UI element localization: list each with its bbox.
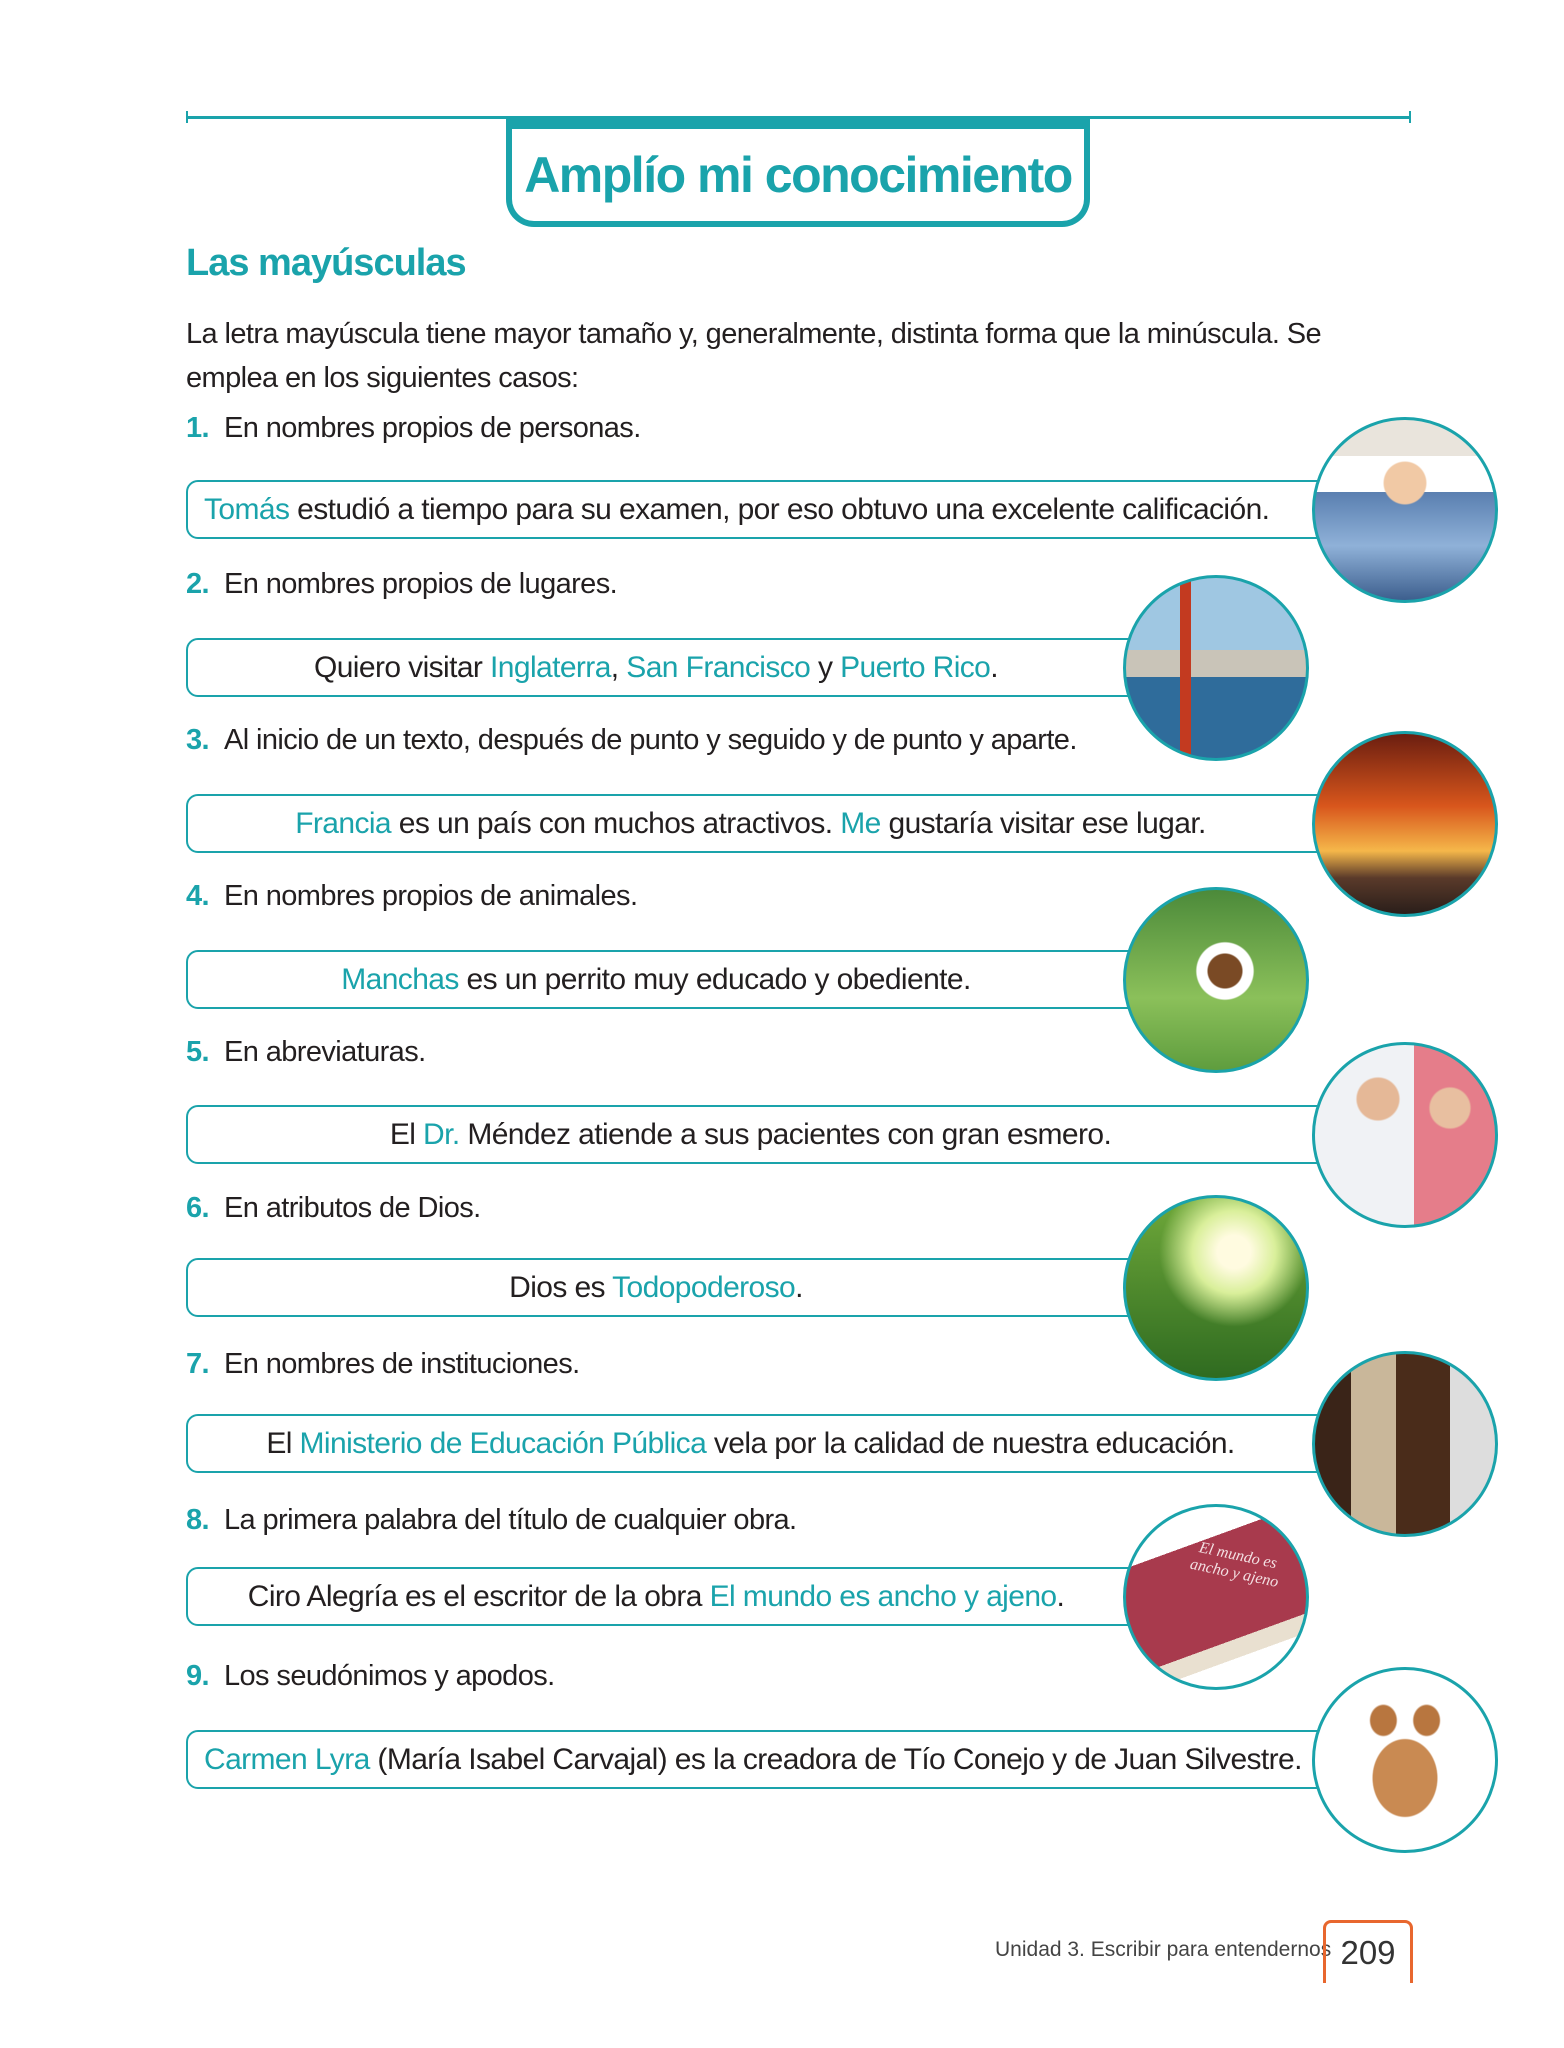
doctor-patient-photo xyxy=(1312,1042,1498,1228)
rule-number: 3. xyxy=(186,724,209,756)
example-text: Quiero visitar xyxy=(313,650,491,684)
rule-heading xyxy=(186,1348,580,1381)
example-sentence xyxy=(295,807,1206,841)
rule-heading xyxy=(186,1192,481,1225)
example-text: . xyxy=(1056,1579,1065,1613)
example-sentence xyxy=(204,493,1269,527)
section-title: Las mayúsculas xyxy=(186,242,466,284)
rule-text: La primera palabra del título de cualquier obra. xyxy=(224,1504,797,1536)
rule-text: En nombres de instituciones. xyxy=(224,1348,580,1380)
rabbit-photo xyxy=(1312,1667,1498,1853)
example-text: vela por la calidad de nuestra educación. xyxy=(706,1426,1235,1460)
page-number: 209 xyxy=(1340,1934,1396,1971)
example-text: , xyxy=(610,650,627,684)
rule-heading xyxy=(186,1504,797,1537)
rule-number: 6. xyxy=(186,1192,209,1224)
example-text: El xyxy=(266,1426,300,1460)
example-text: Ciro Alegría es el escritor de la obra xyxy=(247,1579,710,1613)
capitalized-word: Puerto Rico xyxy=(840,650,991,684)
beagle-dog-photo xyxy=(1123,887,1309,1073)
rule-number: 5. xyxy=(186,1036,209,1068)
example-sentence xyxy=(266,1427,1234,1461)
example-sentence xyxy=(248,1580,1065,1614)
capitalized-word: Ministerio de Educación Pública xyxy=(299,1426,707,1460)
rule-text: Los seudónimos y apodos. xyxy=(224,1660,555,1692)
sunlit-forest-photo xyxy=(1123,1195,1309,1381)
example-sentence xyxy=(390,1118,1111,1152)
capitalized-word: El mundo es ancho y ajeno xyxy=(709,1579,1057,1613)
rule-text: En nombres propios de lugares. xyxy=(224,568,618,600)
example-box xyxy=(186,1730,1405,1789)
rule-heading xyxy=(186,412,641,445)
rule-text: En nombres propios de personas. xyxy=(224,412,641,444)
capitalized-word: Manchas xyxy=(341,962,459,996)
rule-number: 2. xyxy=(186,568,209,600)
rule-text: En atributos de Dios. xyxy=(224,1192,481,1224)
rule-number: 7. xyxy=(186,1348,209,1380)
example-text: es un perrito muy educado y obediente. xyxy=(458,962,971,996)
rule-heading xyxy=(186,1036,426,1069)
page-title: Amplío mi conocimiento xyxy=(524,147,1072,203)
example-text: estudió a tiempo para su examen, por eso obtuvo una excelente calificación. xyxy=(289,492,1270,526)
example-box xyxy=(186,950,1216,1009)
book-cover-title: El mundo es ancho y ajeno xyxy=(1188,1539,1280,1591)
example-box xyxy=(186,1414,1405,1473)
capitalized-word: Dr. xyxy=(423,1117,460,1151)
rule-heading xyxy=(186,1660,555,1693)
rule-heading xyxy=(186,568,617,601)
rule-text: En nombres propios de animales. xyxy=(224,880,638,912)
example-sentence xyxy=(509,1271,803,1305)
example-box xyxy=(186,638,1216,697)
example-box xyxy=(186,1105,1405,1164)
footer-unit: Unidad 3. Escribir para entendernos xyxy=(995,1938,1332,1961)
example-text: es un país con muchos atractivos. xyxy=(391,806,841,840)
example-box xyxy=(186,794,1405,853)
capitalized-word: Tomás xyxy=(204,492,290,526)
example-text: . xyxy=(990,650,998,684)
office-hallway-photo xyxy=(1312,1351,1498,1537)
example-sentence xyxy=(314,651,998,685)
eiffel-tower-photo xyxy=(1312,731,1498,917)
example-sentence xyxy=(204,1743,1302,1777)
rule-text: En abreviaturas. xyxy=(224,1036,426,1068)
example-text: Méndez atiende a sus pacientes con gran esmero. xyxy=(459,1117,1112,1151)
rule-text: Al inicio de un texto, después de punto y seguido y de punto y aparte. xyxy=(224,724,1077,756)
book-photo xyxy=(1123,1504,1309,1690)
capitalized-word: San Francisco xyxy=(626,650,811,684)
example-text: y xyxy=(810,650,841,684)
capitalized-word: Carmen Lyra xyxy=(204,1742,370,1776)
student-with-books-photo xyxy=(1312,417,1498,603)
capitalized-word: Francia xyxy=(295,806,392,840)
page-number-box xyxy=(1323,1920,1413,1983)
title-banner xyxy=(506,117,1090,227)
example-text: gustaría visitar ese lugar. xyxy=(880,806,1206,840)
rule-number: 9. xyxy=(186,1660,209,1692)
rule-number: 4. xyxy=(186,880,209,912)
golden-gate-bridge-photo xyxy=(1123,575,1309,761)
rule-heading xyxy=(186,724,1077,757)
example-box xyxy=(186,1567,1216,1626)
rule-number: 1. xyxy=(186,412,209,444)
rule-heading xyxy=(186,880,637,913)
example-text: El xyxy=(389,1117,424,1151)
example-box xyxy=(186,1258,1216,1317)
intro-paragraph: La letra mayúscula tiene mayor tamaño y, generalmente, distinta forma que la minúscula. Se emplea en los siguientes casos: xyxy=(186,318,1322,394)
capitalized-word: Inglaterra xyxy=(490,650,611,684)
example-text: (María Isabel Carvajal) es la creadora de Tío Conejo y de Juan Silvestre. xyxy=(369,1742,1302,1776)
example-text: Dios es xyxy=(509,1270,613,1304)
capitalized-word: Todopoderoso xyxy=(612,1270,796,1304)
example-sentence xyxy=(341,963,970,997)
capitalized-word: Me xyxy=(840,806,881,840)
example-text: . xyxy=(795,1270,803,1304)
example-box xyxy=(186,480,1405,539)
rule-number: 8. xyxy=(186,1504,209,1536)
